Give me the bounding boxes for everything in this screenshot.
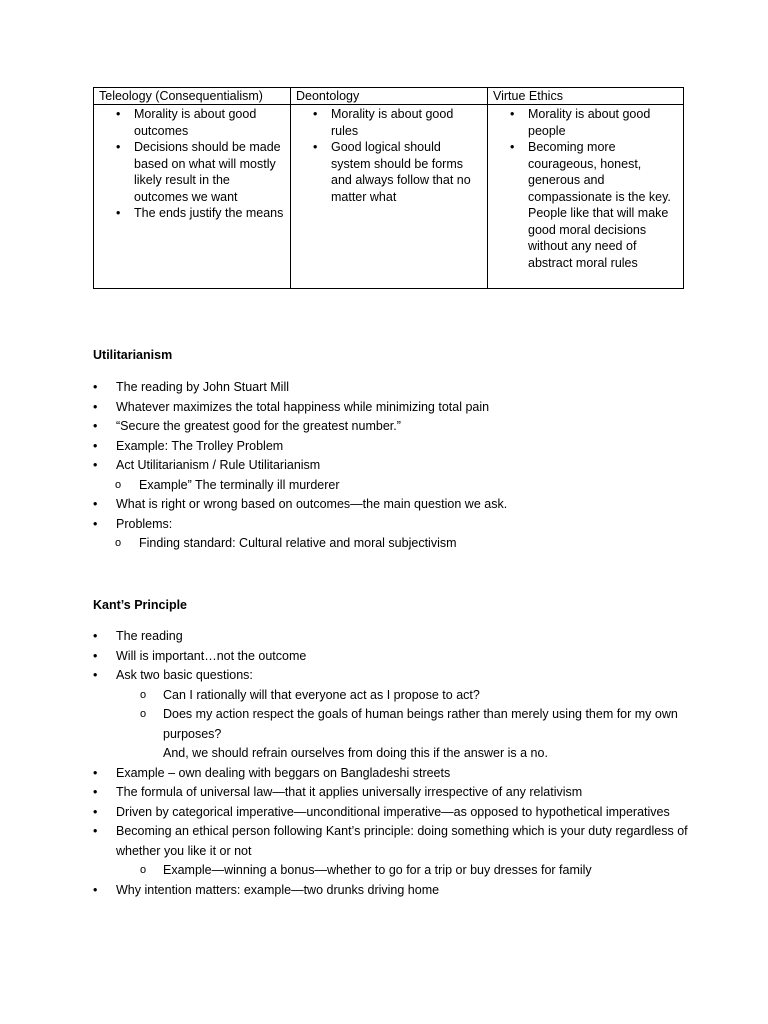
list-item: • Becoming more courageous, honest, generous and compassionate is the key. People like that will make good moral decisions without any need of abstract moral rules (493, 139, 679, 271)
virtue-ethics-list (493, 106, 679, 271)
table-header-row (94, 88, 684, 105)
list-item: • The reading (93, 627, 713, 647)
list-item: • Act Utilitarianism / Rule Utilitarianism (93, 456, 713, 476)
list-item: • Decisions should be made based on what will mostly likely result in the outcomes we want (99, 139, 286, 205)
list-item: • The reading by John Stuart Mill (93, 378, 713, 398)
list-item: • Good logical should system should be forms and always follow that no matter what (296, 139, 483, 205)
list-subitem: o Finding standard: Cultural relative and moral subjectivism (93, 534, 713, 554)
cell-virtue-ethics (488, 105, 684, 289)
list-item: • Example – own dealing with beggars on Bangladeshi streets (93, 764, 713, 784)
list-item: • What is right or wrong based on outcomes—the main question we ask. (93, 495, 713, 515)
list-item: • Driven by categorical imperative—unconditional imperative—as opposed to hypothetical imperatives (93, 803, 713, 823)
list-item: • Will is important…not the outcome (93, 647, 713, 667)
list-continuation: And, we should refrain ourselves from doing this if the answer is a no. (163, 746, 548, 760)
kant-list (93, 627, 713, 900)
header-deontology: Deontology (291, 88, 488, 105)
header-teleology: Teleology (Consequentialism) (94, 88, 291, 105)
list-item: • Morality is about good rules (296, 106, 483, 139)
list-item: • Ask two basic questions: (93, 666, 713, 686)
teleology-list (99, 106, 286, 222)
list-item: • Example: The Trolley Problem (93, 437, 713, 457)
cell-teleology (94, 105, 291, 289)
list-item: • Whatever maximizes the total happiness while minimizing total pain (93, 398, 713, 418)
list-subitem: o Example—winning a bonus—whether to go for a trip or buy dresses for family (93, 861, 713, 881)
list-item: • Morality is about good outcomes (99, 106, 286, 139)
header-virtue-ethics: Virtue Ethics (488, 88, 684, 105)
kant-heading: Kant’s Principle (93, 598, 188, 612)
list-subitem: o Can I rationally will that everyone act as I propose to act? (93, 686, 713, 706)
utilitarianism-list (93, 378, 713, 554)
list-item: • The formula of universal law—that it applies universally irrespective of any relativism (93, 783, 713, 803)
list-item: • Why intention matters: example—two drunks driving home (93, 881, 713, 901)
list-item: • Morality is about good people (493, 106, 679, 139)
list-item: • “Secure the greatest good for the greatest number.” (93, 417, 713, 437)
deontology-list (296, 106, 483, 205)
table-row (94, 105, 684, 289)
list-item: • Problems: (93, 515, 713, 535)
list-subitem: o Does my action respect the goals of human beings rather than merely using them for my own purposes? (93, 705, 713, 744)
cell-deontology (291, 105, 488, 289)
ethics-comparison-table (93, 87, 684, 289)
utilitarianism-heading: Utilitarianism (93, 348, 173, 362)
list-subitem: o Example” The terminally ill murderer (93, 476, 713, 496)
list-item: • Becoming an ethical person following Kant’s principle: doing something which is your duty regardless of whether you like it or not (93, 822, 713, 861)
list-item: • The ends justify the means (99, 205, 286, 222)
